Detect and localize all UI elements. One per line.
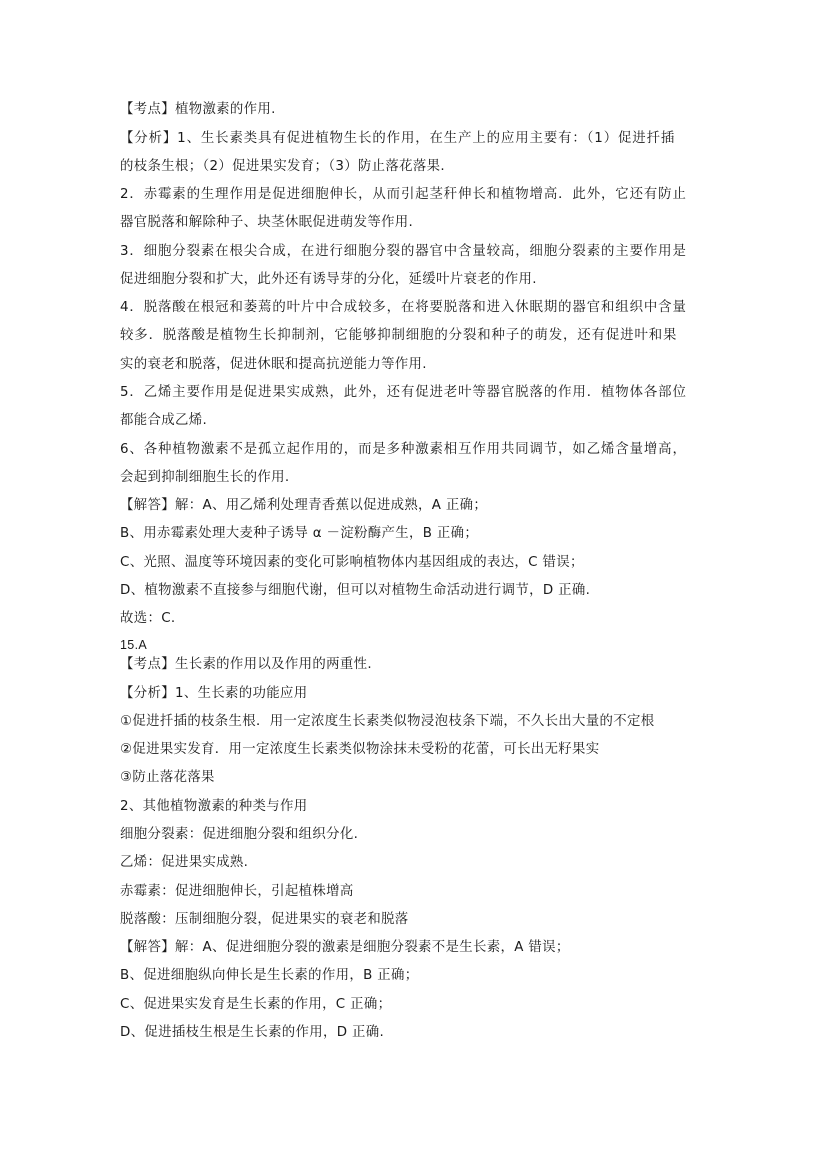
fenxi-line: 4．脱落酸在根冠和萎蔫的叶片中合成较多，在将要脱落和进入休眠期的器官和组织中含量: [120, 300, 687, 315]
fenxi-line: 6、各种植物激素不是孤立起作用的，而是多种激素相互作用共同调节，如乙烯含量增高，: [120, 442, 687, 457]
fenxi-line: 脱落酸：压制细胞分裂，促进果实的衰老和脱落: [120, 912, 409, 927]
fenxi-line: 实的衰老和脱落，促进休眠和提高抗逆能力等作用.: [120, 357, 427, 372]
fenxi-line: 3．细胞分裂素在根尖合成，在进行细胞分裂的器官中含量较高，细胞分裂素的主要作用是: [120, 244, 687, 259]
jieda-line: C、光照、温度等环境因素的变化可影响植物体内基因组成的表达，C 错误；: [120, 555, 584, 570]
question-number: 15.A: [120, 638, 148, 652]
jieda-line: B、促进细胞纵向伸长是生长素的作用，B 正确；: [120, 968, 419, 983]
jieda-line: C、促进果实发育是生长素的作用，C 正确；: [120, 997, 392, 1012]
fenxi-line: 5．乙烯主要作用是促进果实成熟，此外，还有促进老叶等器官脱落的作用．植物体各部位: [120, 385, 687, 400]
fenxi-line: ③防止落花落果: [120, 770, 215, 785]
fenxi-line: ①促进扦插的枝条生根．用一定浓度生长素类似物浸泡枝条下端，不久长出大量的不定根: [120, 714, 655, 729]
jieda-line: B、用赤霉素处理大麦种子诱导 α －淀粉酶产生，B 正确；: [120, 526, 479, 541]
fenxi-line: 细胞分裂素：促进细胞分裂和组织分化.: [120, 827, 359, 842]
fenxi-line: 2．赤霉素的生理作用是促进细胞伸长，从而引起茎秆伸长和植物增高．此外，它还有防止: [120, 187, 687, 202]
jieda-line: D、促进插枝生根是生长素的作用，D 正确.: [120, 1025, 385, 1040]
jieda-line: 【解答】解：A、促进细胞分裂的激素是细胞分裂素不是生长素，A 错误；: [120, 940, 570, 955]
kaodian-line: 【考点】植物激素的作用.: [120, 102, 276, 117]
fenxi-line: 的枝条生根；（2）促进果实发育；（3）防止落花落果.: [120, 159, 445, 174]
fenxi-line: ②促进果实发育．用一定浓度生长素类似物涂抹未受粉的花蕾，可长出无籽果实: [120, 742, 600, 757]
fenxi-line: 乙烯：促进果实成熟.: [120, 855, 249, 870]
fenxi-line: 会起到抑制细胞生长的作用.: [120, 470, 290, 485]
jieda-line: 【解答】解：A、用乙烯利处理青香蕉以促进成熟，A 正确；: [120, 498, 488, 513]
fenxi-line: 2、其他植物激素的种类与作用: [120, 799, 308, 814]
fenxi-line: 【分析】1、生长素类具有促进植物生长的作用，在生产上的应用主要有：（1）促进扦插: [120, 131, 676, 146]
fenxi-line: 赤霉素：促进细胞伸长，引起植株增高: [120, 884, 354, 899]
fenxi-line: 都能合成乙烯.: [120, 413, 208, 428]
fenxi-line: 器官脱落和解除种子、块茎休眠促进萌发等作用.: [120, 215, 414, 230]
fenxi-line: 促进细胞分裂和扩大，此外还有诱导芽的分化，延缓叶片衰老的作用.: [120, 272, 537, 287]
kaodian-line: 【考点】生长素的作用以及作用的两重性.: [120, 657, 372, 672]
answer-line: 故选：C.: [120, 611, 176, 626]
fenxi-line: 【分析】1、生长素的功能应用: [120, 686, 308, 701]
fenxi-line: 较多．脱落酸是植物生长抑制剂，它能够抑制细胞的分裂和种子的萌发，还有促进叶和果: [120, 328, 678, 343]
jieda-line: D、植物激素不直接参与细胞代谢，但可以对植物生命活动进行调节，D 正确.: [120, 583, 591, 598]
